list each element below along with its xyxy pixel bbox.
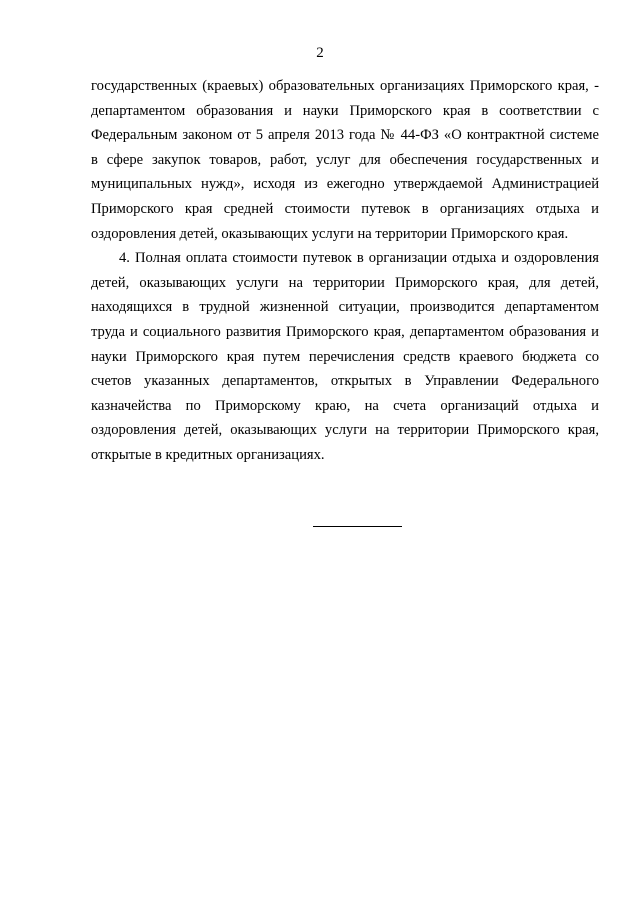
document-body [91, 74, 599, 468]
text-line: департаментом образования и науки Приморского края в соответствии с [91, 102, 599, 119]
text-line: муниципальных нужд», исходя из ежегодно утверждаемой Администрацией [91, 176, 599, 193]
text-line: казначейства по Приморскому краю, на счета организаций отдыха и [91, 397, 599, 414]
page-number: 2 [316, 45, 324, 61]
text-line: детей, оказывающих услуги на территории Приморского края, для детей, [91, 274, 599, 291]
text-line: оздоровления детей, оказывающих услуги на территории Приморского края. [91, 225, 569, 242]
text-line: находящихся в трудной жизненной ситуации, производится департаментом [91, 299, 599, 316]
text-line: оздоровления детей, оказывающих услуги на территории Приморского края, [91, 422, 599, 439]
text-line: науки Приморского края путем перечисления средств краевого бюджета со [91, 348, 599, 365]
text-line: Федеральным законом от 5 апреля 2013 года № 44-ФЗ «О контрактной системе [91, 127, 599, 144]
paragraph-item-4 [91, 246, 599, 467]
text-line: открытые в кредитных организациях. [91, 446, 325, 463]
text-line: Приморского края средней стоимости путевок в организациях отдыха и [91, 200, 599, 217]
text-line: 4. Полная оплата стоимости путевок в организации отдыха и оздоровления [119, 250, 599, 267]
text-line: труда и социального развития Приморского края, департаментом образования и [91, 323, 599, 340]
text-line: государственных (краевых) образовательных организациях Приморского края, - [91, 78, 599, 94]
closing-rule [313, 526, 402, 527]
text-line: счетов указанных департаментов, открытых в Управлении Федерального [91, 373, 599, 390]
text-line: в сфере закупок товаров, работ, услуг для обеспечения государственных и [91, 151, 599, 168]
paragraph-continuation [91, 74, 599, 246]
